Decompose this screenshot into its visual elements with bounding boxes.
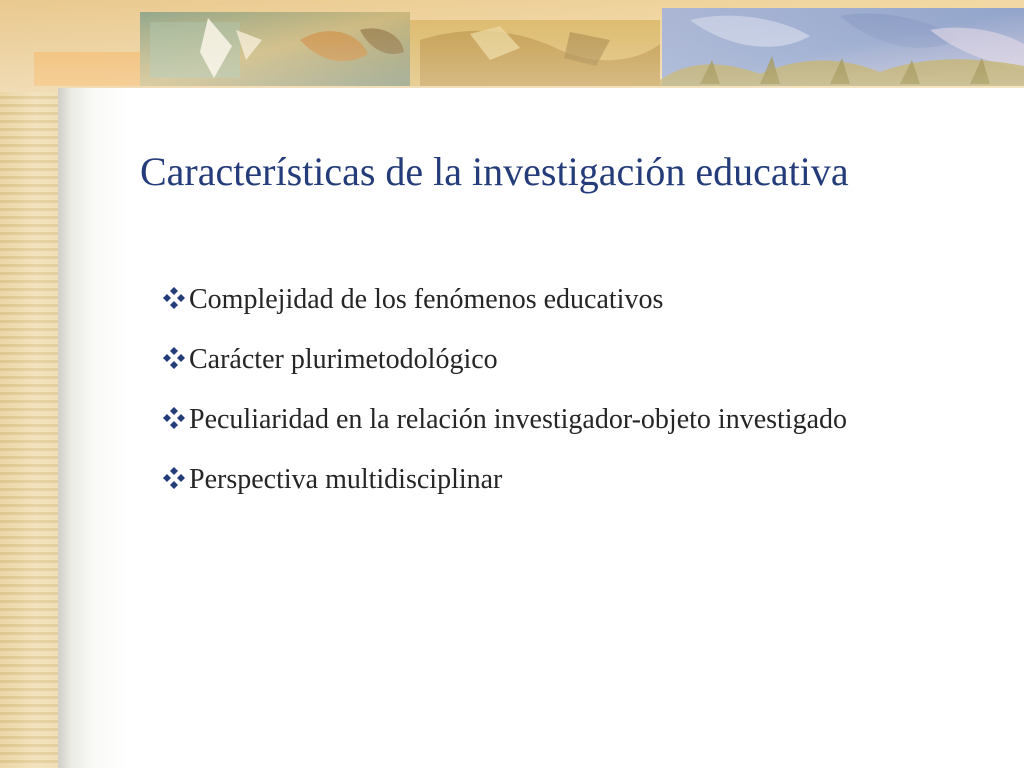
bullet-item — [160, 280, 940, 320]
bullet-text: Carácter plurimetodológico — [189, 344, 498, 375]
bullet-text: Peculiaridad en la relación investigador-objeto investigado — [189, 404, 847, 435]
bullet-item — [160, 460, 940, 500]
bullet-item — [160, 340, 940, 380]
bullet-list — [160, 280, 940, 520]
parchment-margin — [0, 0, 64, 768]
bullet-text: Perspectiva multidisciplinar — [189, 464, 503, 495]
slide-title: Características de la investigación educativa — [140, 149, 849, 194]
bullet-item — [160, 400, 940, 440]
four-diamond-bullet-icon — [160, 284, 188, 312]
four-diamond-bullet-icon — [160, 464, 188, 492]
banner-collage — [0, 0, 1024, 92]
four-diamond-bullet-icon — [160, 344, 188, 372]
bullet-text: Complejidad de los fenómenos educativos — [189, 284, 664, 315]
four-diamond-bullet-icon — [160, 404, 188, 432]
